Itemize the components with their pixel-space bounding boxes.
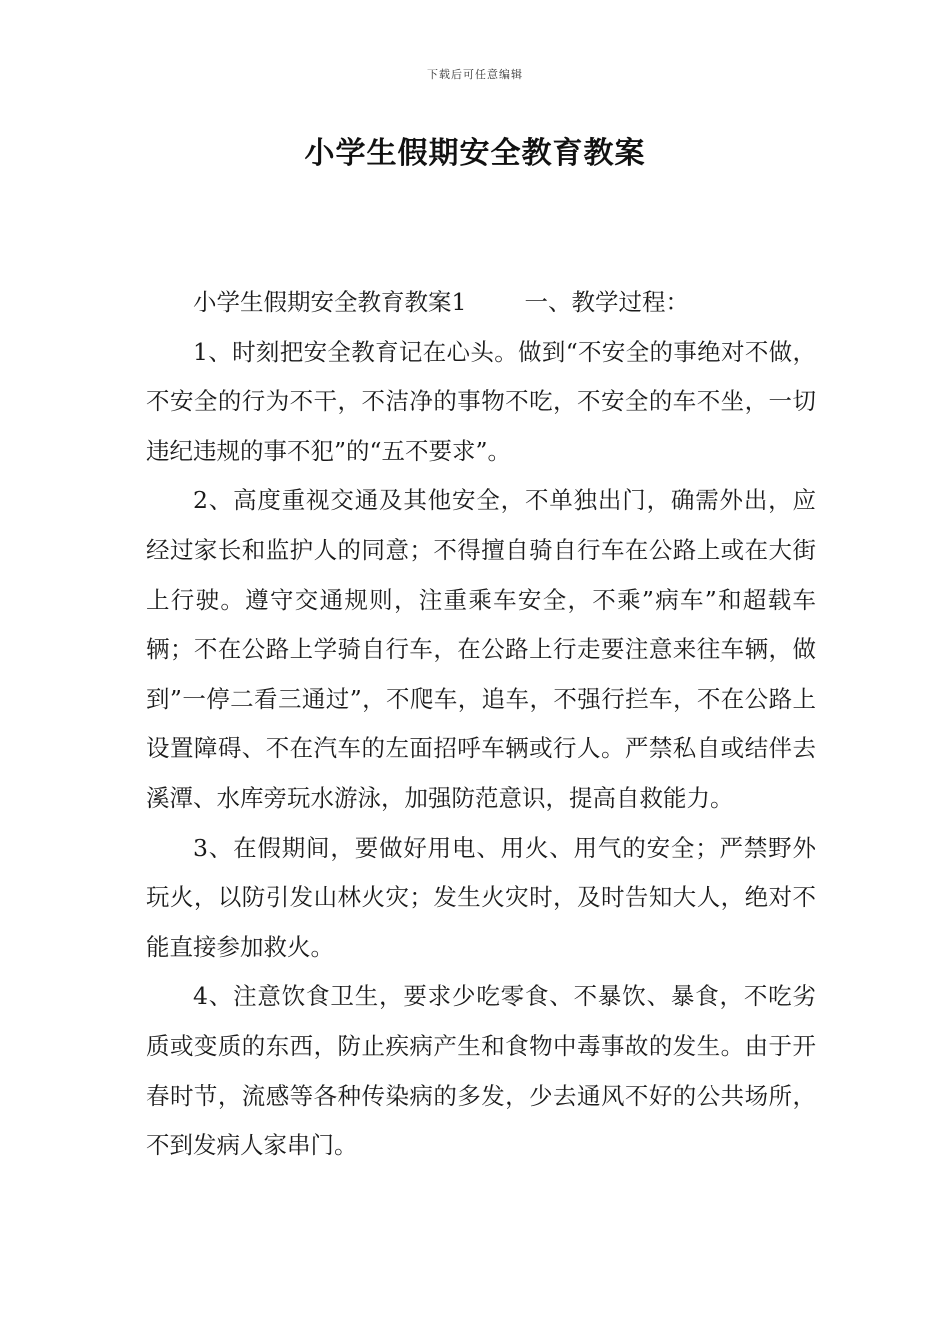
intro-paragraph (146, 278, 816, 328)
lesson-heading: 小学生假期安全教育教案1 (193, 288, 467, 316)
paragraph-4: 4、注意饮食卫生，要求少吃零食、不暴饮、暴食，不吃劣质或变质的东西，防止疾病产生和食物中毒事故的发生。由于开春时节，流感等各种传染病的多发，少去通风不好的公共场所，不到发病人家串门。 (146, 982, 816, 1160)
paragraph-3: 3、在假期间，要做好用电、用火、用气的安全；严禁野外玩火，以防引发山林火灾；发生火灾时，及时告知大人，绝对不能直接参加救火。 (146, 833, 816, 961)
paragraph-1: 1、时刻把安全教育记在心头。做到“不安全的事绝对不做，不安全的行为不干，不洁净的事物不吃，不安全的车不坐，一切违纪违规的事不犯”的“五不要求”。 (146, 337, 816, 465)
document-title: 小学生假期安全教育教案 (304, 136, 646, 171)
section-heading: 一、教学过程： (524, 288, 689, 316)
document-body (146, 278, 816, 1171)
paragraph-2: 2、高度重视交通及其他安全，不单独出门，确需外出，应经过家长和监护人的同意；不得擅自骑自行车在公路上或在大街上行驶。遵守交通规则，注重乘车安全，不乘”病车”和超载车辆；不在公路上学骑自行车，在公路上行走要注意来往车辆，做到”一停二看三通过”，不爬车，追车，不强行拦车，不在公路上设置障碍、不在汽车的左面招呼车辆或行人。严禁私自或结伴去溪潭、水库旁玩水游泳，加强防范意识，提高自救能力。 (146, 486, 816, 812)
header-note: 下载后可任意编辑 (427, 68, 523, 81)
